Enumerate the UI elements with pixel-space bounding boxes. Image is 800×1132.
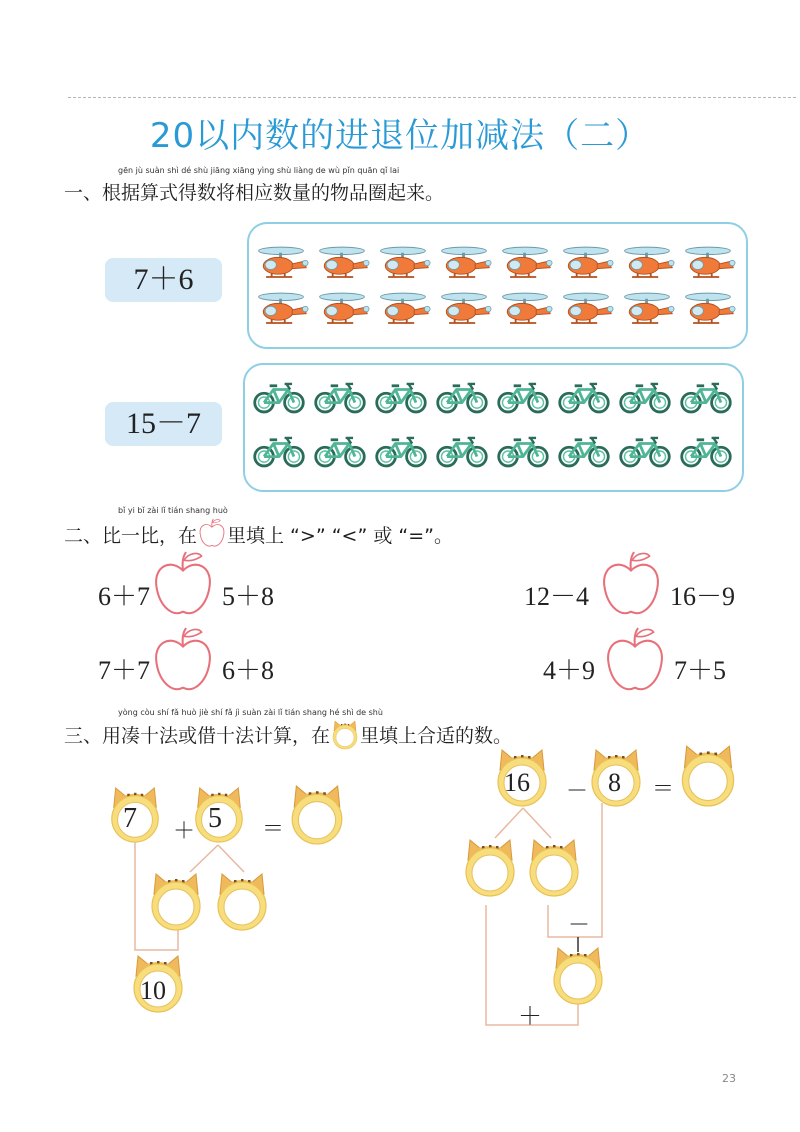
right-minuend: 16 [504,768,530,797]
left-plus-sign: ＋ [173,818,196,843]
cat-split-right-2[interactable] [524,838,584,898]
section3-heading-post: 里填上合适的数。 [360,725,513,747]
cat-answer-right[interactable] [676,744,740,808]
cat-result-right[interactable] [548,946,608,1006]
left-equals-sign: ＝ [262,816,285,841]
section2-heading-pre: 二、比一比，在 [64,525,198,547]
compare-left-4: 4＋9 [543,656,596,685]
section3-heading-pre: 三、用凑十法或借十法计算，在 [64,725,331,747]
section1-pinyin: gēn jù suàn shì dé shù jiāng xiāng yìng shù liàng de wù pǐn quān qǐ lai [118,166,400,175]
cat-split-left-2[interactable] [212,872,272,932]
cat-answer-left[interactable] [286,784,348,846]
right-minus-sign: － [566,778,589,803]
page-number: 23 [722,1072,736,1085]
left-ten: 10 [140,976,166,1005]
compare-left-3: 7＋7 [98,656,151,685]
section2-pinyin: bǐ yi bǐ zài lǐ tián shang huò [118,506,228,515]
compare-right-2: 16－9 [670,582,736,611]
section2-heading-post: 里填上 “>” “<” 或 “=”。 [227,525,453,547]
section3-pinyin: yòng còu shí fǎ huò jiè shí fǎ jì suàn zài lǐ tián shang hé shì de shù [118,708,383,717]
right-subtrahend: 8 [608,768,621,797]
page-title: 20以内数的进退位加减法（二） [149,116,651,156]
compare-right-4: 7＋5 [674,656,727,685]
equation-box-1: 7＋6 [105,258,222,302]
cat-split-left-1[interactable] [146,872,206,932]
compare-left-1: 6＋7 [98,582,151,611]
right-tree-minus: － [568,912,591,937]
compare-right-1: 5＋8 [222,582,275,611]
right-equals-sign: ＝ [652,776,675,801]
compare-right-3: 6＋8 [222,656,275,685]
cat-split-right-1[interactable] [460,838,520,898]
compare-left-2: 12－4 [524,582,590,611]
left-addend-b: 5 [208,803,222,834]
left-addend-a: 7 [123,803,137,834]
equation-box-2: 15－7 [105,402,222,446]
section1-heading: 一、根据算式得数将相应数量的物品圈起来。 [64,182,445,204]
right-tree-plus: ＋ [518,1004,542,1030]
